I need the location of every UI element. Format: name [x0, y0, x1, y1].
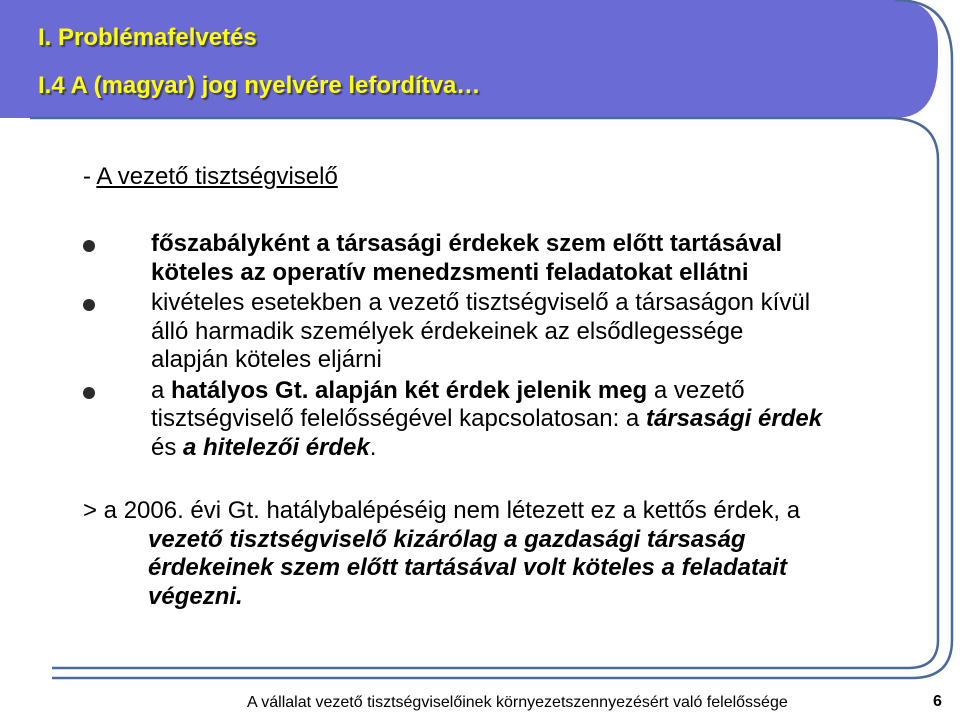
slide-subtitle: I.4 A (magyar) jog nyelvére lefordítva…: [38, 72, 481, 99]
section-heading-text: A vezető tisztségviselő: [96, 163, 338, 190]
bullet-3-part-a: a: [151, 376, 172, 404]
note-paragraph: [83, 497, 933, 611]
bullet-3-part-f: és: [151, 433, 184, 461]
bullet-list: [83, 230, 943, 464]
section-heading-prefix: -: [83, 163, 97, 190]
section-heading: [83, 163, 338, 191]
header-banner: [0, 0, 938, 118]
bullet-2-line-1: kivételes esetekben a vezető tisztségviselő a társaságon kívül: [151, 289, 811, 316]
page-number: 6: [933, 693, 942, 710]
bullet-1-line-1: főszabályként a társasági érdekek szem előtt tartásával: [151, 230, 782, 257]
bullet-1-line-2: köteles az operatív menedzsmenti feladatokat ellátni: [151, 258, 749, 286]
bullet-3-bold: hatályos Gt. alapján két érdek jelenik meg: [171, 376, 648, 404]
footer-text: A vállalat vezető tisztségviselőinek környezetszennyezésért való felelőssége: [247, 694, 788, 711]
list-item: [83, 289, 943, 375]
bullet-3-corporate-interest: társasági érdek: [645, 405, 823, 432]
bullet-2-line-2: álló harmadik személyek érdekeinek az elsődlegessége: [151, 317, 744, 345]
list-item: [83, 377, 943, 463]
list-item: [83, 230, 943, 287]
bullet-3-part-d: tisztségviselő felelősségével kapcsolatosan: a: [151, 405, 646, 432]
note-line-2: vezető tisztségviselő kizárólag a gazdasági társaság: [148, 525, 746, 553]
bullet-dot-icon: [83, 240, 95, 252]
slide-title: I. Problémafelvetés: [38, 24, 257, 51]
bullet-dot-icon: [83, 299, 95, 311]
bullet-2-line-3: alapján köteles eljárni: [151, 346, 382, 373]
bullet-3-part-c: a vezető: [647, 376, 745, 404]
note-line-4: végezni.: [148, 582, 243, 610]
note-line-1: > a 2006. évi Gt. hatálybalépéséig nem létezett ez a kettős érdek, a: [83, 497, 801, 524]
note-line-3: érdekeinek szem előtt tartásával volt köteles a feladatait: [148, 554, 787, 581]
bullet-3-period: .: [369, 433, 377, 461]
bullet-dot-icon: [83, 387, 95, 399]
bullet-3-creditor-interest: a hitelezői érdek: [183, 433, 370, 461]
